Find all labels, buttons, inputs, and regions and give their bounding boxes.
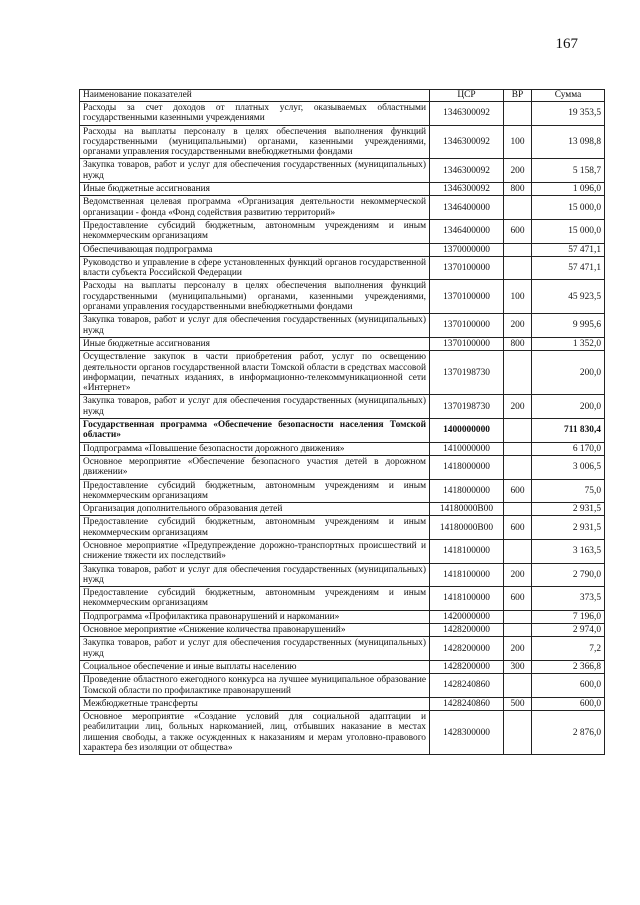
table-row — [80, 102, 605, 126]
row-name: Основное мероприятие «Создание условий для социальной адаптации и реабилитации лиц, больных наркоманией, лиц, отбывших наказание в местах лишения свободы, а также осужденных к наказаниям и мерам уголовно-правового характера без изоляции от общества» — [80, 711, 430, 755]
page-number: 167 — [555, 36, 578, 52]
row-csr: 1428300000 — [430, 711, 504, 755]
row-name: Обеспечивающая подпрограмма — [80, 243, 430, 256]
table-row — [80, 660, 605, 673]
row-csr: 1418000000 — [430, 455, 504, 479]
row-name: Подпрограмма «Повышение безопасности дорожного движения» — [80, 442, 430, 455]
table-row — [80, 219, 605, 243]
row-csr: 1370100000 — [430, 314, 504, 338]
row-vr — [504, 102, 532, 126]
header-vr: ВР — [504, 90, 532, 102]
table-row — [80, 479, 605, 503]
table-row — [80, 125, 605, 159]
row-vr: 500 — [504, 697, 532, 710]
row-name: Межбюджетные трансферты — [80, 697, 430, 710]
row-vr — [504, 256, 532, 280]
row-sum: 57 471,1 — [532, 256, 605, 280]
row-sum: 1 352,0 — [532, 337, 605, 350]
row-vr — [504, 243, 532, 256]
table-row — [80, 674, 605, 698]
row-sum: 200,0 — [532, 395, 605, 419]
row-csr: 1346300092 — [430, 159, 504, 183]
row-vr — [504, 419, 532, 443]
row-sum: 3 006,5 — [532, 455, 605, 479]
row-vr: 600 — [504, 479, 532, 503]
row-csr: 1428240860 — [430, 674, 504, 698]
row-sum: 373,5 — [532, 587, 605, 611]
row-csr: 1346300092 — [430, 125, 504, 159]
row-csr: 1418000000 — [430, 479, 504, 503]
row-csr: 1370100000 — [430, 256, 504, 280]
table-row — [80, 610, 605, 623]
table-row — [80, 442, 605, 455]
row-vr — [504, 610, 532, 623]
table-row — [80, 196, 605, 220]
row-name: Закупка товаров, работ и услуг для обеспечения государственных (муниципальных) нужд — [80, 637, 430, 661]
row-sum: 2 931,5 — [532, 503, 605, 516]
row-csr: 1410000000 — [430, 442, 504, 455]
row-csr: 1370198730 — [430, 351, 504, 395]
table-header-row — [80, 90, 605, 102]
row-sum: 75,0 — [532, 479, 605, 503]
row-csr: 14180000В00 — [430, 503, 504, 516]
row-name: Осуществление закупок в части приобретения работ, услуг по освещению деятельности органов государственной власти Томской области в средствах массовой информации, печатных изданиях, в информационно-телекоммуникационной сети «Интернет» — [80, 351, 430, 395]
row-vr: 200 — [504, 395, 532, 419]
row-name: Руководство и управление в сфере установленных функций органов государственной власти субъекта Российской Федерации — [80, 256, 430, 280]
table-row — [80, 637, 605, 661]
row-csr: 1346300092 — [430, 102, 504, 126]
table-row — [80, 243, 605, 256]
row-sum: 15 000,0 — [532, 196, 605, 220]
row-vr — [504, 624, 532, 637]
row-name: Расходы на выплаты персоналу в целях обеспечения выполнения функций государственными (муниципальными) органами, казенными учреждениями, органами управления государственными внебюджетными фондами — [80, 125, 430, 159]
header-csr: ЦСР — [430, 90, 504, 102]
row-sum: 711 830,4 — [532, 419, 605, 443]
row-sum: 2 974,0 — [532, 624, 605, 637]
row-sum: 15 000,0 — [532, 219, 605, 243]
table-body — [80, 102, 605, 755]
row-sum: 19 353,5 — [532, 102, 605, 126]
row-vr — [504, 442, 532, 455]
row-vr — [504, 539, 532, 563]
row-vr: 200 — [504, 159, 532, 183]
table-row — [80, 624, 605, 637]
table-row — [80, 516, 605, 540]
row-csr: 1418100000 — [430, 539, 504, 563]
row-name: Основное мероприятие «Предупреждение дорожно-транспортных происшествий и снижение тяжести их последствий» — [80, 539, 430, 563]
row-sum: 2 790,0 — [532, 563, 605, 587]
row-vr: 200 — [504, 314, 532, 338]
row-name: Закупка товаров, работ и услуг для обеспечения государственных (муниципальных) нужд — [80, 563, 430, 587]
row-sum: 1 096,0 — [532, 183, 605, 196]
row-sum: 45 923,5 — [532, 280, 605, 314]
table-row — [80, 539, 605, 563]
row-csr: 1418100000 — [430, 563, 504, 587]
row-sum: 5 158,7 — [532, 159, 605, 183]
row-vr: 800 — [504, 337, 532, 350]
row-sum: 200,0 — [532, 351, 605, 395]
table-row — [80, 351, 605, 395]
budget-table — [79, 89, 605, 755]
row-name: Проведение областного ежегодного конкурса на лучшее муниципальное образование Томской области по профилактике правонарушений — [80, 674, 430, 698]
table-row — [80, 419, 605, 443]
table-row — [80, 280, 605, 314]
row-csr: 1428200000 — [430, 637, 504, 661]
table-row — [80, 159, 605, 183]
row-csr: 1418100000 — [430, 587, 504, 611]
table-row — [80, 314, 605, 338]
row-name: Закупка товаров, работ и услуг для обеспечения государственных (муниципальных) нужд — [80, 159, 430, 183]
table-row — [80, 455, 605, 479]
row-sum: 3 163,5 — [532, 539, 605, 563]
row-vr — [504, 351, 532, 395]
row-csr: 1370000000 — [430, 243, 504, 256]
row-name: Предоставление субсидий бюджетным, автономным учреждениям и иным некоммерческим организациям — [80, 479, 430, 503]
row-vr: 200 — [504, 563, 532, 587]
row-vr — [504, 196, 532, 220]
row-name: Иные бюджетные ассигнования — [80, 337, 430, 350]
table-row — [80, 697, 605, 710]
row-csr: 1370198730 — [430, 395, 504, 419]
row-csr: 1428200000 — [430, 660, 504, 673]
row-csr: 1400000000 — [430, 419, 504, 443]
row-csr: 1370100000 — [430, 337, 504, 350]
row-vr — [504, 674, 532, 698]
row-sum: 2 366,8 — [532, 660, 605, 673]
row-csr: 1428200000 — [430, 624, 504, 637]
table-row — [80, 503, 605, 516]
row-name: Ведомственная целевая программа «Организация деятельности некоммерческой организации - фонда «Фонд содействия развитию территорий» — [80, 196, 430, 220]
row-sum: 600,0 — [532, 674, 605, 698]
row-name: Государственная программа «Обеспечение безопасности населения Томской области» — [80, 419, 430, 443]
row-sum: 7 196,0 — [532, 610, 605, 623]
row-vr: 600 — [504, 516, 532, 540]
row-name: Социальное обеспечение и иные выплаты населению — [80, 660, 430, 673]
row-vr: 100 — [504, 125, 532, 159]
table-row — [80, 563, 605, 587]
header-sum: Сумма — [532, 90, 605, 102]
row-vr: 200 — [504, 637, 532, 661]
row-csr: 1346400000 — [430, 219, 504, 243]
header-name: Наименование показателей — [80, 90, 430, 102]
row-name: Организация дополнительного образования детей — [80, 503, 430, 516]
table-row — [80, 711, 605, 755]
row-name: Подпрограмма «Профилактика правонарушений и наркомании» — [80, 610, 430, 623]
row-name: Основное мероприятие «Обеспечение безопасного участия детей в дорожном движении» — [80, 455, 430, 479]
table-row — [80, 337, 605, 350]
row-sum: 13 098,8 — [532, 125, 605, 159]
row-csr: 14180000В00 — [430, 516, 504, 540]
row-sum: 9 995,6 — [532, 314, 605, 338]
row-csr: 1420000000 — [430, 610, 504, 623]
row-name: Предоставление субсидий бюджетным, автономным учреждениям и иным некоммерческим организациям — [80, 219, 430, 243]
table-row — [80, 395, 605, 419]
row-name: Основное мероприятие «Снижение количества правонарушений» — [80, 624, 430, 637]
row-csr: 1346400000 — [430, 196, 504, 220]
row-csr: 1428240860 — [430, 697, 504, 710]
row-vr: 800 — [504, 183, 532, 196]
row-sum: 7,2 — [532, 637, 605, 661]
row-vr — [504, 711, 532, 755]
row-sum: 2 876,0 — [532, 711, 605, 755]
row-sum: 6 170,0 — [532, 442, 605, 455]
row-name: Закупка товаров, работ и услуг для обеспечения государственных (муниципальных) нужд — [80, 314, 430, 338]
table-row — [80, 183, 605, 196]
row-sum: 600,0 — [532, 697, 605, 710]
row-csr: 1370100000 — [430, 280, 504, 314]
row-name: Предоставление субсидий бюджетным, автономным учреждениям и иным некоммерческим организациям — [80, 516, 430, 540]
row-sum: 2 931,5 — [532, 516, 605, 540]
row-vr: 600 — [504, 219, 532, 243]
table-row — [80, 256, 605, 280]
table-row — [80, 587, 605, 611]
row-sum: 57 471,1 — [532, 243, 605, 256]
row-vr — [504, 503, 532, 516]
row-vr: 300 — [504, 660, 532, 673]
row-name: Расходы за счет доходов от платных услуг, оказываемых областными государственными казенными учреждениями — [80, 102, 430, 126]
row-name: Предоставление субсидий бюджетным, автономным учреждениям и иным некоммерческим организациям — [80, 587, 430, 611]
row-vr: 600 — [504, 587, 532, 611]
row-name: Расходы на выплаты персоналу в целях обеспечения выполнения функций государственными (муниципальными) органами, казенными учреждениями, органами управления государственными внебюджетными фондами — [80, 280, 430, 314]
row-name: Иные бюджетные ассигнования — [80, 183, 430, 196]
row-csr: 1346300092 — [430, 183, 504, 196]
row-name: Закупка товаров, работ и услуг для обеспечения государственных (муниципальных) нужд — [80, 395, 430, 419]
row-vr — [504, 455, 532, 479]
row-vr: 100 — [504, 280, 532, 314]
